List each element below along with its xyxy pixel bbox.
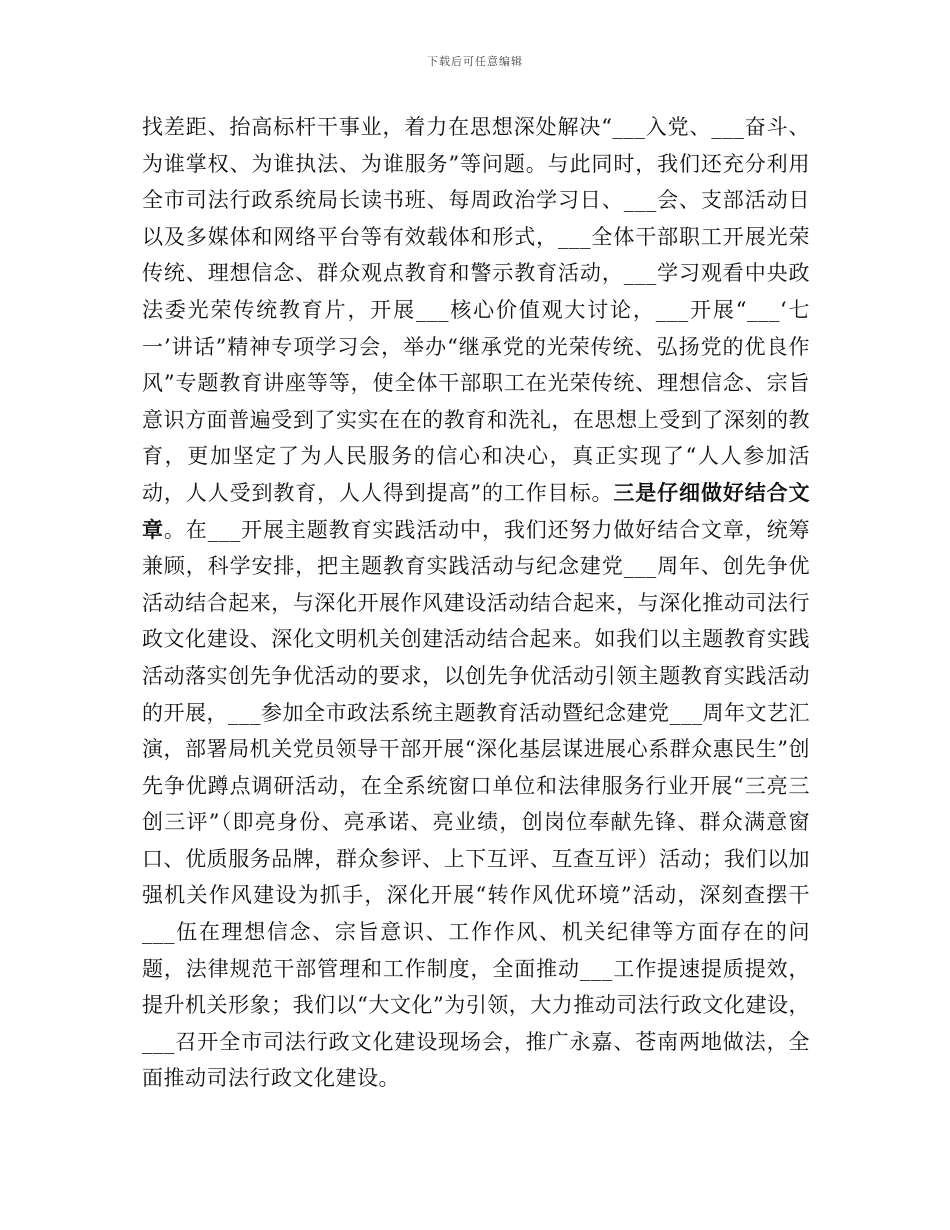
paragraph-text-part1: 找差距、抬高标杆干事业，着力在思想深处解决“___入党、___奋斗、为谁掌权、为谁执法、为谁服务”等问题。与此同时，我们还充分利用全市司法行政系统局长读书班、每周政治学习日、___会、支部活动日以及多媒体和网络平台等有效载体和形式，___全体干部职工开展光荣传统、理想信念、群众观点教育和警示教育活动，___学习观看中央政法委光荣传统教育片，开展___核心价值观大讨论，___开展“___‘七一’讲话”精神专项学习会，举办“继承党的光荣传统、弘扬党的优良作风”专题教育讲座等等，使全体干部职工在光荣传统、理想信念、宗旨意识方面普遍受到了实实在在的教育和洗礼，在思想上受到了深刻的教育，更加坚定了为人民服务的信心和决心，真正实现了“人人参加活动，人人受到教育，人人得到提高”的工作目标。 <box>142 115 810 505</box>
paragraph-text-part2: 。在___开展主题教育实践活动中，我们还努力做好结合文章，统筹兼顾，科学安排，把主题教育实践活动与纪念建党___周年、创先争优活动结合起来，与深化开展作风建设活动结合起来，与深化推动司法行政文化建设、深化文明机关创建活动结合起来。如我们以主题教育实践活动落实创先争优活动的要求，以创先争优活动引领主题教育实践活动的开展，___参加全市政法系统主题教育活动暨纪念建党___周年文艺汇演，部署局机关党员领导干部开展“深化基层谋进展心系群众惠民生”创先争优蹲点调研活动，在全系统窗口单位和法律服务行业开展“三亮三创三评”（即亮身份、亮承诺、亮业绩，创岗位奉献先锋、群众满意窗口、优质服务品牌，群众参评、上下互评、互查互评）活动；我们以加强机关作风建设为抓手，深化开展“转作风优环境”活动，深刻查摆干___伍在理想信念、宗旨意识、工作作风、机关纪律等方面存在的问题，法律规范干部管理和工作制度，全面推动___工作提速提质提效，提升机关形象；我们以“大文化”为引领，大力推动司法行政文化建设，___召开全市司法行政文化建设现场会，推广永嘉、苍南两地做法，全面推动司法行政文化建设。 <box>142 517 811 1091</box>
section-heading: 三是仔细做好结合文章 <box>142 479 811 542</box>
page-header: 下载后可任意编辑 <box>427 55 523 68</box>
body-paragraph <box>142 109 810 1097</box>
